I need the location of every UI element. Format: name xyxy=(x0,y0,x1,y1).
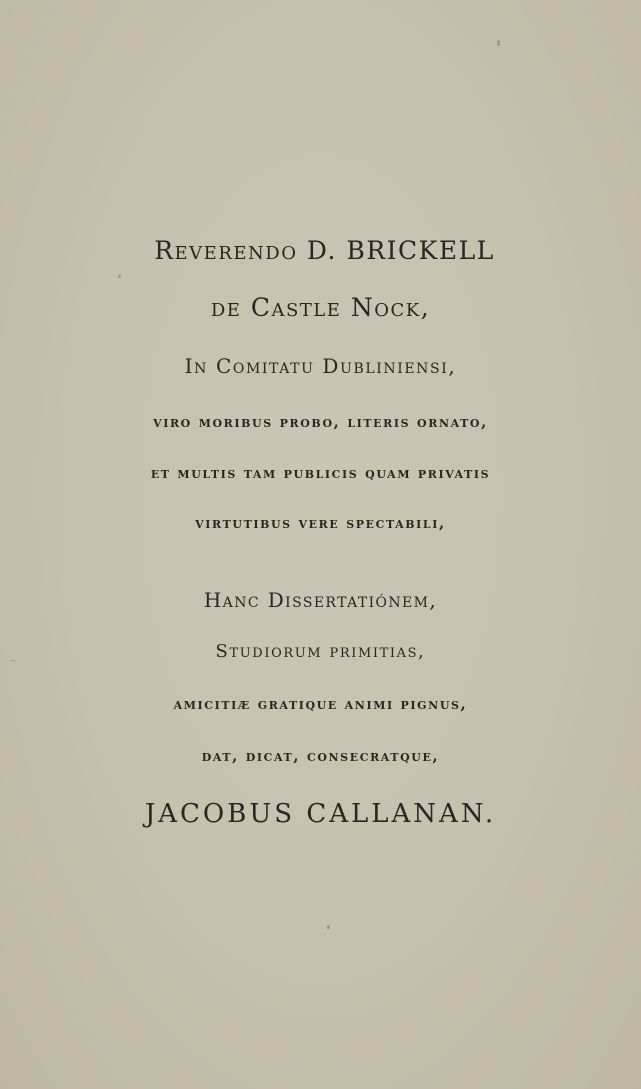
dedicatee-place-line: de Castle Nock, xyxy=(210,293,431,322)
author-signature: JACOBUS CALLANAN. xyxy=(144,799,497,829)
paper-speck xyxy=(118,275,121,278)
virtue-line-2: et multis tam publicis quam privatis xyxy=(150,464,491,482)
virtue-line-1: viro moribus probo, literis ornato, xyxy=(153,413,488,431)
dissertation-line: Hanc Dissertatiónem, xyxy=(203,588,438,612)
consecration-line: dat, dicat, consecratque, xyxy=(201,747,440,765)
dedicatee-name-line: Reverendo D. BRICKELL xyxy=(154,236,495,265)
virtue-line-3: virtutibus vere spectabili, xyxy=(195,514,446,532)
paper-speck xyxy=(327,925,330,929)
paper-speck xyxy=(497,40,500,46)
primitias-line: Studiorum primitias, xyxy=(215,641,426,662)
paper-speck xyxy=(10,660,16,661)
pledge-line: amicitiæ gratique animi pignus, xyxy=(173,695,468,713)
dedicatee-county-line: In Comitatu Dubliniensi, xyxy=(184,354,457,378)
